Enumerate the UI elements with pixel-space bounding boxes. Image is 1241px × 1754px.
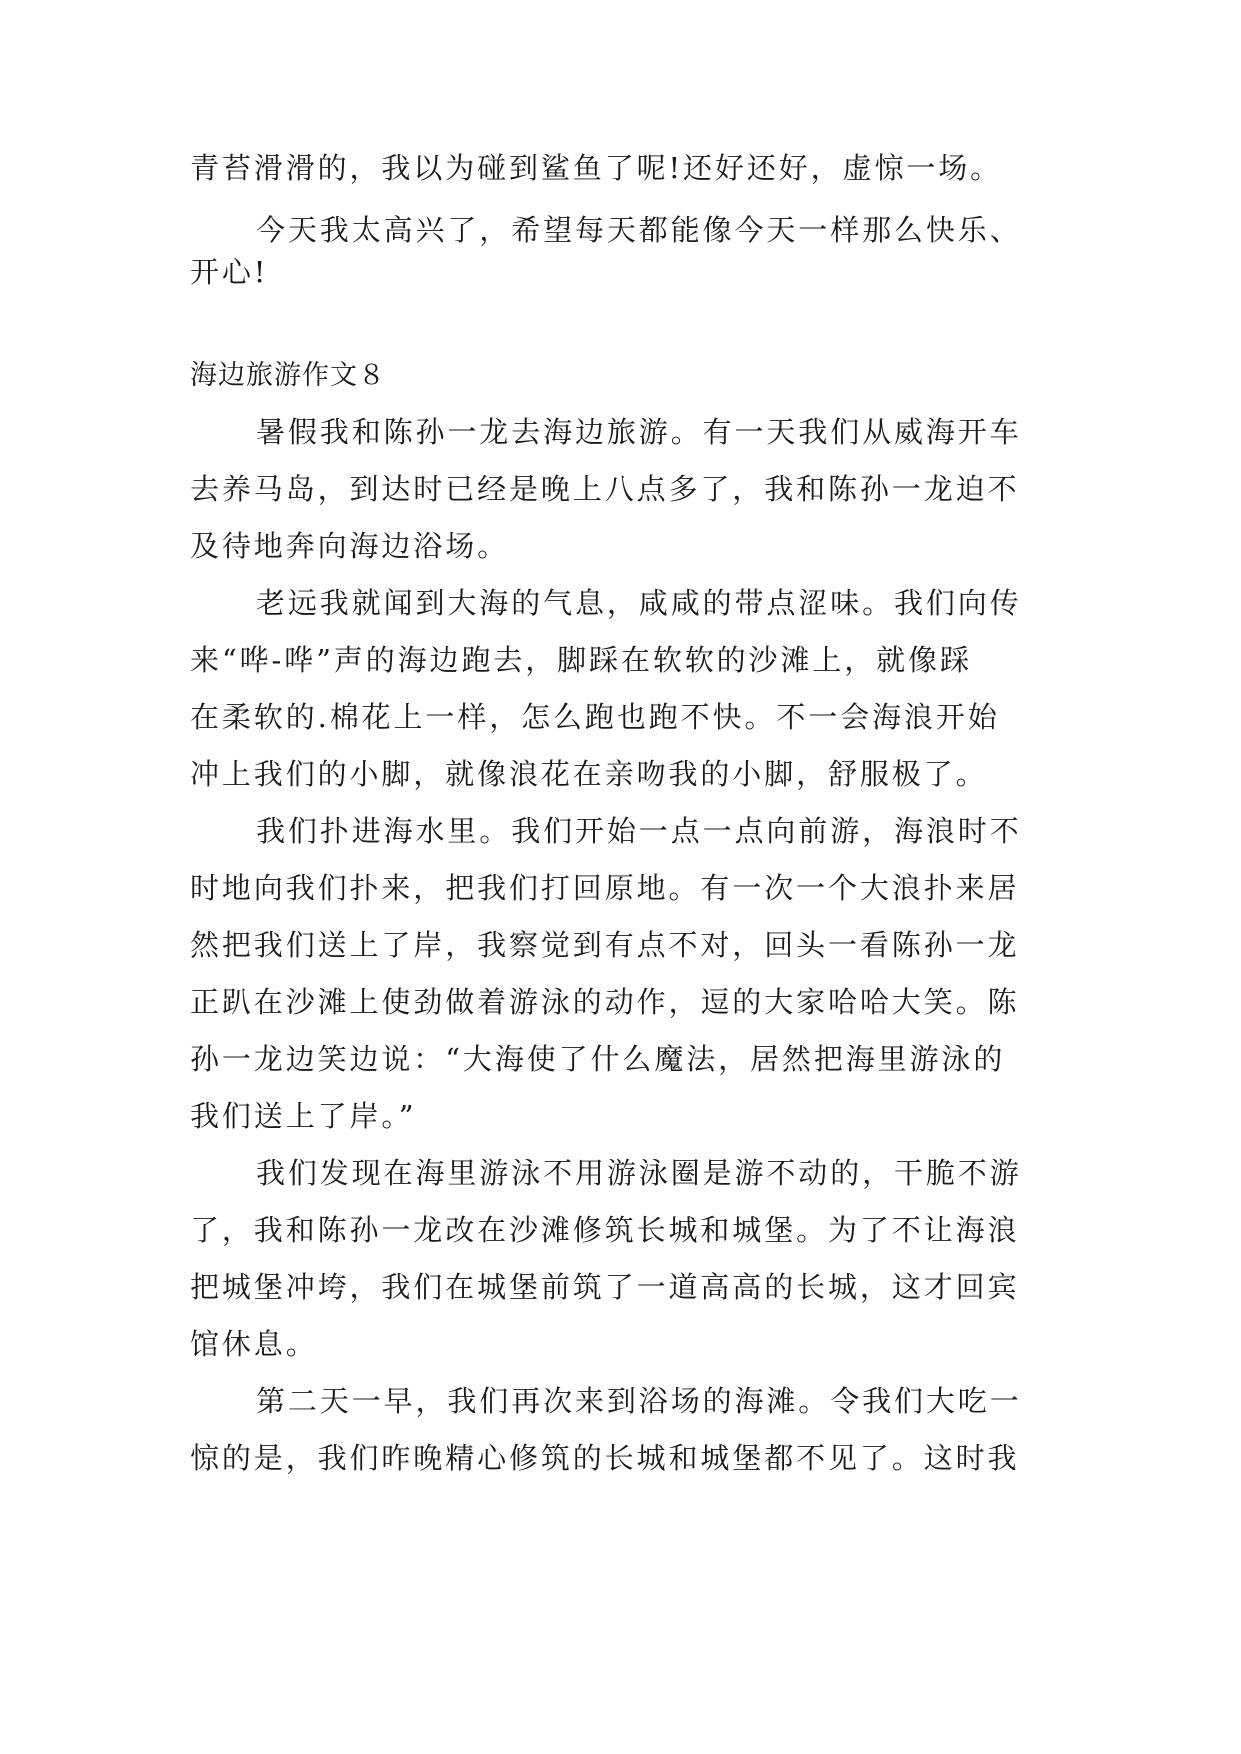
text-line: 孙一龙边笑边说：“大海使了什么魔法，居然把海里游泳的 [190, 1042, 1006, 1076]
text-line: 老远我就闻到大海的气息，咸咸的带点涩味。我们向传 [256, 586, 1022, 620]
text-line: 馆休息。 [190, 1327, 318, 1361]
text-line: 暑假我和陈孙一龙去海边旅游。有一天我们从威海开车 [256, 415, 1022, 449]
text-line: 了，我和陈孙一龙改在沙滩修筑长城和城堡。为了不让海浪 [190, 1213, 1020, 1247]
text-line: 惊的是，我们昨晚精心修筑的长城和城堡都不见了。这时我 [190, 1441, 1020, 1475]
section-title: 海边旅游作文８ [190, 360, 386, 391]
text-line: 我们扑进海水里。我们开始一点一点向前游，海浪时不 [256, 814, 1022, 848]
text-line: 时地向我们扑来，把我们打回原地。有一次一个大浪扑来居 [190, 871, 1020, 905]
text-line: 开心! [190, 255, 269, 289]
text-line: 在柔软的.棉花上一样，怎么跑也跑不快。不一会海浪开始 [190, 700, 1000, 734]
text-line: 我们发现在海里游泳不用游泳圈是游不动的，干脆不游 [256, 1156, 1022, 1190]
text-line: 第二天一早，我们再次来到浴场的海滩。令我们大吃一 [256, 1384, 1022, 1418]
text-line: 去养马岛，到达时已经是晚上八点多了，我和陈孙一龙迫不 [190, 472, 1020, 506]
text-line: 把城堡冲垮，我们在城堡前筑了一道高高的长城，这才回宾 [190, 1270, 1020, 1304]
text-line: 青苔滑滑的，我以为碰到鲨鱼了呢!还好还好，虚惊一场。 [190, 151, 1003, 185]
text-line: 及待地奔向海边浴场。 [190, 529, 510, 563]
text-line: 正趴在沙滩上使劲做着游泳的动作，逗的大家哈哈大笑。陈 [190, 985, 1020, 1019]
text-line: 今天我太高兴了，希望每天都能像今天一样那么快乐、 [256, 213, 1022, 247]
text-line: 冲上我们的小脚，就像浪花在亲吻我的小脚，舒服极了。 [190, 757, 988, 791]
text-line: 我们送上了岸。” [190, 1099, 417, 1133]
text-line: 然把我们送上了岸，我察觉到有点不对，回头一看陈孙一龙 [190, 928, 1020, 962]
text-line: 来“哗-哗”声的海边跑去，脚踩在软软的沙滩上，就像踩 [190, 643, 972, 677]
